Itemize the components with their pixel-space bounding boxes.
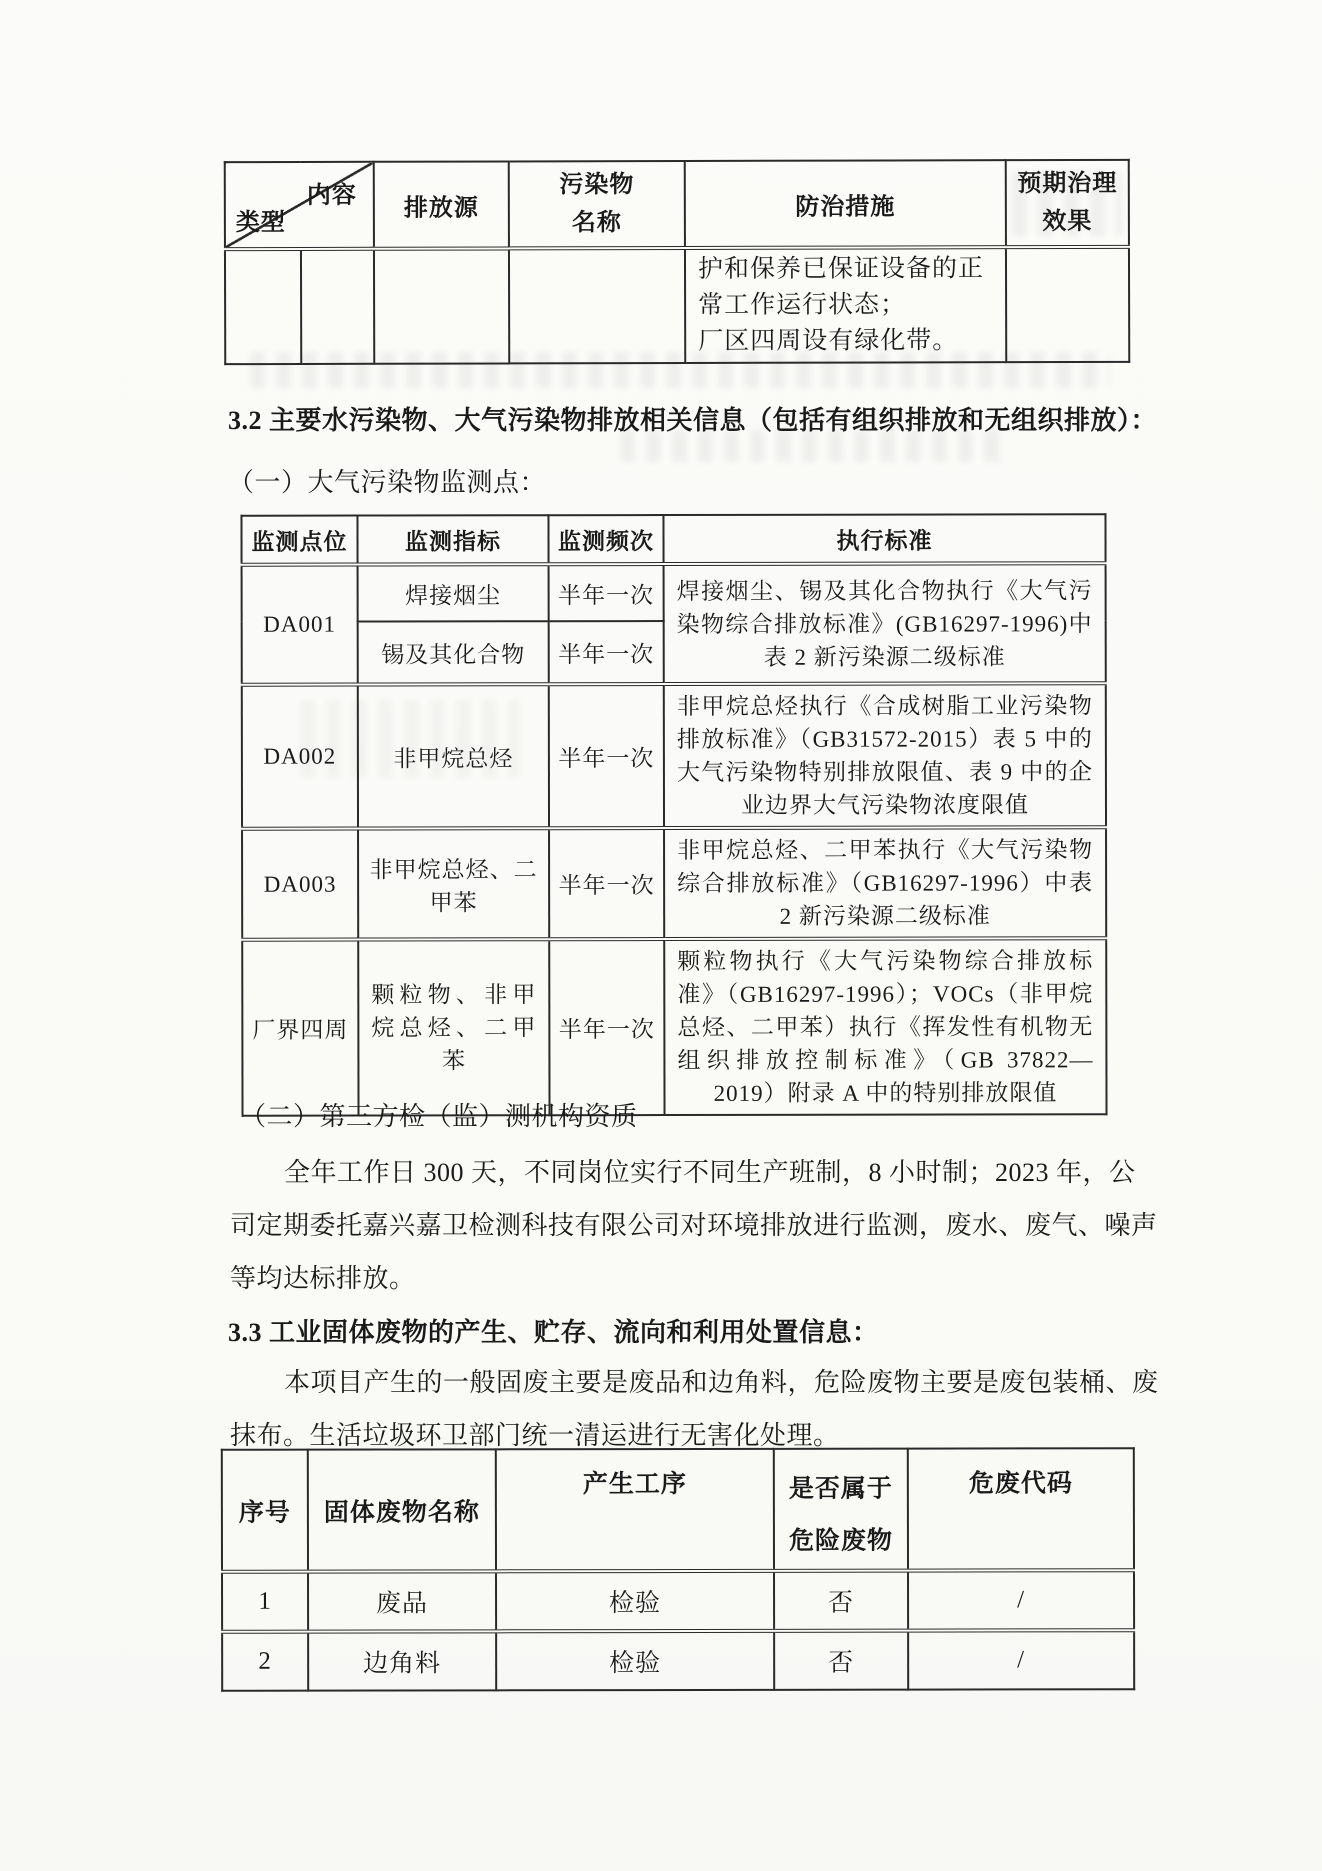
cell-name: 边角料 [308,1631,496,1690]
table-row-waste-1 [222,1570,1134,1632]
header-prevention-measures: 防治措施 [685,160,1006,248]
section-3-2-heading: 3.2 主要水污染物、大气污染物排放相关信息（包括有组织排放和无组织排放）： [228,406,1158,435]
cell-indicator: 非甲烷总烃 [358,684,549,828]
cell-code: / [908,1570,1134,1630]
cell-indicator: 颗粒物、非甲烷总烃、二甲苯 [358,939,549,1115]
header-monitor-point: 监测点位 [241,516,357,565]
header-is-hazardous: 是否属于 危险废物 [774,1449,908,1571]
solid-waste-table [221,1447,1135,1692]
cell-point-da002: DA002 [242,685,358,829]
waste-header-row [222,1448,1134,1572]
diagonal-label-type: 类型 [235,210,286,237]
empty-cell [509,248,685,363]
cell-frequency: 半年一次 [549,828,664,939]
measures-text-cell: 护和保养已保证设备的正 常工作运行状态； 厂区四周设有绿化带。 [685,247,1006,363]
cell-indicator: 锡及其化合物 [358,621,549,684]
cell-name: 废品 [308,1571,496,1631]
paragraph-solid-waste: 本项目产生的一般固废主要是废品和边角料，危险废物主要是废包装桶、废 抹布。生活垃圾环卫部门统一清运进行无害化处理。 [230,1368,1159,1450]
table-row-waste-2 [222,1630,1134,1691]
emission-prevention-table [224,159,1131,365]
header-emission-source: 排放源 [374,161,509,248]
header-hazard-code: 危废代码 [908,1448,1134,1570]
cell-frequency: 半年一次 [549,939,664,1115]
table-row-da003 [242,827,1106,940]
empty-cell [225,249,301,364]
cell-hazard: 否 [774,1571,908,1631]
air-monitoring-table [240,513,1107,1117]
header-monitor-indicator: 监测指标 [357,515,548,564]
cell-frequency: 半年一次 [549,684,664,828]
cell-no: 2 [222,1632,308,1691]
empty-cell [1006,247,1129,362]
header-producing-process: 产生工序 [496,1449,774,1571]
paragraph-monitoring-agency: 全年工作日 300 天，不同岗位实行不同生产班制，8 小时制；2023 年，公 司定期委托嘉兴嘉卫检测科技有限公司对环境排放进行监测，废水、废气、噪声 等均达标排放。 [230,1158,1158,1293]
cell-standard-da001: 焊接烟尘、锡及其化合物执行《大气污染物综合排放标准》(GB16297-1996)中表 2 新污染源二级标准 [664,563,1106,684]
cell-frequency: 半年一次 [549,621,664,684]
diagonal-header-cell [225,162,374,249]
cell-point-da003: DA003 [242,829,358,940]
emission-table-header-row [225,160,1129,249]
cell-hazard: 否 [774,1631,908,1690]
cell-standard-boundary: 颗粒物执行《大气污染物综合排放标准》（GB16297-1996）；VOCs（非甲烷总烃、二甲苯）执行《挥发性有机物无组织排放控制标准》（GB 37822—2019）附录 A 中的特别排放限值 [664,938,1106,1115]
section-3-3-heading: 3.3 工业固体废物的产生、贮存、流向和利用处置信息： [228,1318,879,1347]
cell-process: 检验 [496,1631,774,1690]
monitoring-header-row [241,514,1105,565]
header-expected-effect: 预期治理 效果 [1006,160,1129,247]
cell-standard-da003: 非甲烷总烃、二甲苯执行《大气污染物综合排放标准》（GB16297-1996）中表 2 新污染源二级标准 [664,827,1106,939]
header-standard: 执行标准 [663,514,1105,564]
table-row-boundary [242,938,1106,1116]
cell-process: 检验 [496,1571,774,1631]
cell-indicator: 非甲烷总烃、二甲苯 [358,828,549,939]
table-row-da002 [242,683,1106,829]
header-pollutant-name: 污染物 名称 [509,161,685,248]
cell-point-boundary: 厂界四周 [242,940,358,1116]
table-row-da001-a [242,563,1106,622]
empty-cell [301,249,374,364]
cell-indicator: 焊接烟尘 [358,564,549,621]
header-waste-name: 固体废物名称 [308,1449,496,1571]
cell-standard-da002: 非甲烷总烃执行《合成树脂工业污染物排放标准》（GB31572-2015）表 5 中的大气污染物特别排放限值、表 9 中的企业边界大气污染物浓度限值 [664,683,1106,828]
cell-code: / [908,1630,1134,1689]
header-serial-no: 序号 [222,1450,308,1572]
diagonal-label-content: 内容 [306,182,357,209]
empty-cell [374,248,509,363]
emission-table-body-row [225,247,1129,364]
header-monitor-frequency: 监测频次 [548,515,663,564]
subsection-1-label: （一）大气污染物监测点： [228,468,547,497]
subsection-2-heading: （二）第三方检（监）测机构资质 [240,1102,638,1131]
cell-point-da001: DA001 [242,565,358,685]
cell-no: 1 [222,1572,308,1632]
cell-frequency: 半年一次 [549,564,664,621]
